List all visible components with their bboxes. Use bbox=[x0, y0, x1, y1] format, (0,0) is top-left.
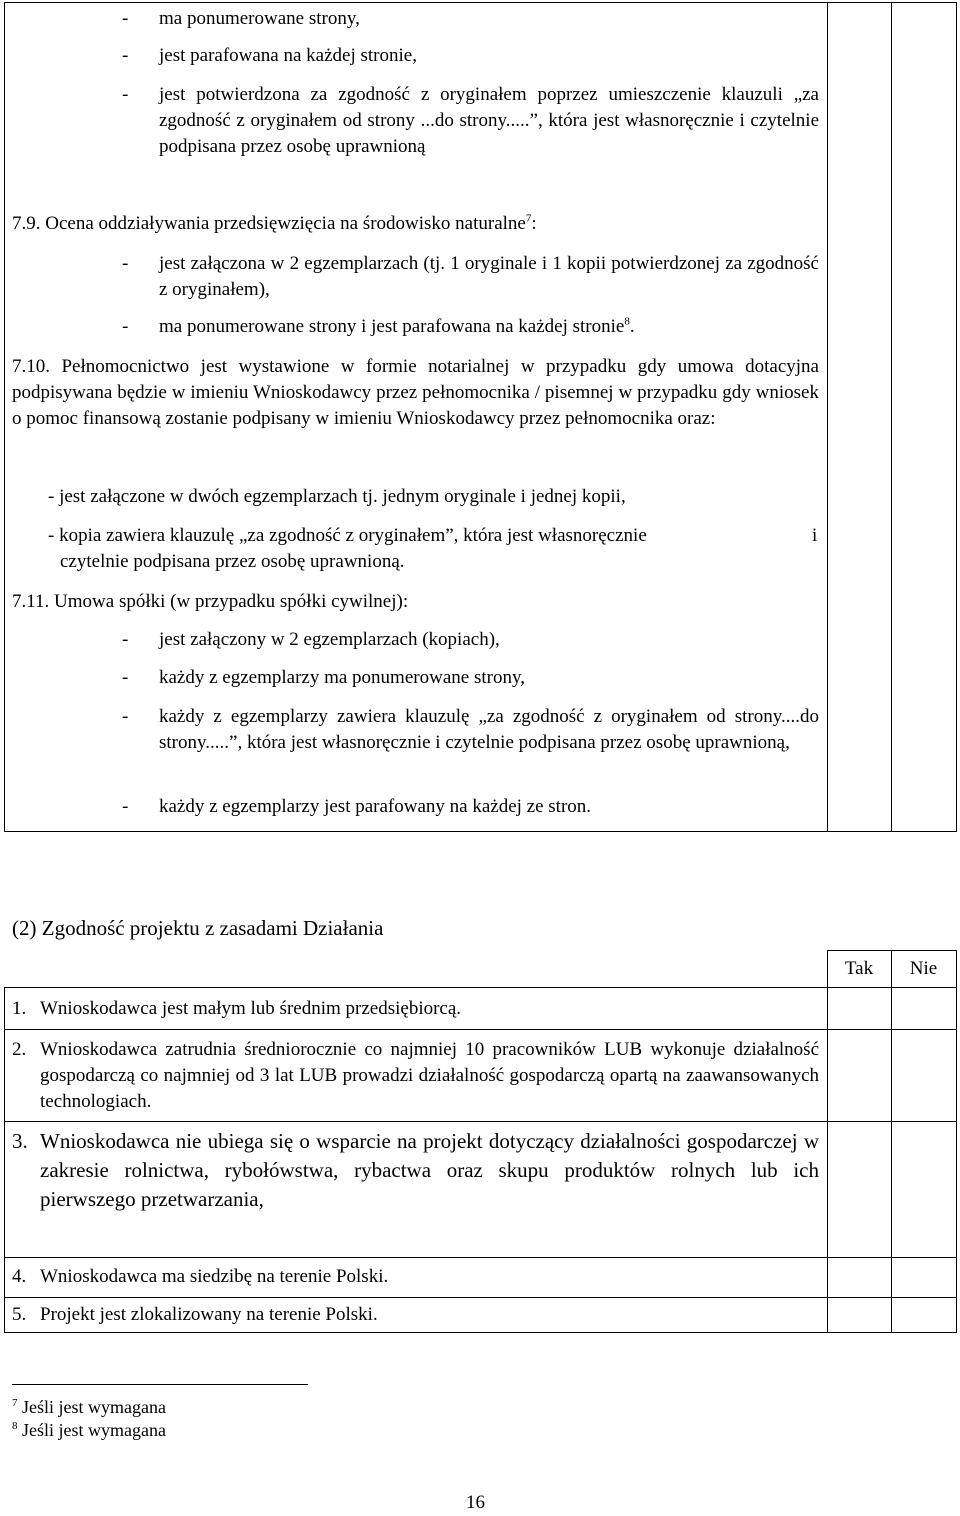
footnote: $^8$ Jeśli jest wymagana bbox=[12, 1420, 166, 1440]
table1-col-divider-1 bbox=[827, 2, 828, 832]
list-item: - jest załączona w 2 egzemplarzach (tj. 1 oryginale i 1 kopii potwierdzonej za zgodność z oryginałem), bbox=[122, 253, 819, 300]
list-item: - jest załączone w dwóch egzemplarzach tj. jednym oryginale i jednej kopii, bbox=[48, 486, 626, 507]
footnote-separator bbox=[12, 1384, 308, 1385]
table2-row-border bbox=[4, 1029, 957, 1030]
table2-col-divider-2 bbox=[891, 950, 892, 1333]
table2-col-divider-1 bbox=[827, 950, 828, 1333]
list-item: - każdy z egzemplarzy ma ponumerowane strony, bbox=[122, 667, 525, 688]
table1-top-border bbox=[4, 2, 957, 3]
table-row: 1. Wnioskodawca jest małym lub średnim przedsiębiorcą. bbox=[12, 998, 462, 1019]
table2-left-border bbox=[4, 987, 5, 1333]
column-header-tak: Tak bbox=[844, 958, 874, 979]
list-item: - jest potwierdzona za zgodność z oryginałem poprzez umieszczenie klauzuli „za zgodność z oryginałem od strony ...do strony.....”, która jest własnoręcznie i czytelnie podpisana przez osobę uprawnioną bbox=[122, 84, 819, 157]
list-item: - ma ponumerowane strony, bbox=[122, 8, 360, 29]
item-7-9-heading: 7.9. Ocena oddziaływania przedsięwzięcia na środowisko naturalne$^7$: bbox=[12, 212, 537, 234]
table2-right-border bbox=[956, 950, 957, 1333]
list-item-tail: i bbox=[812, 525, 818, 546]
table2-row-border bbox=[4, 1297, 957, 1298]
table-row: 3. Wnioskodawca nie ubiega się o wsparcie na projekt dotyczący działalności gospodarczej w zakresie rolnictwa, rybołówstwa, rybactwa oraz skupu produktów rolnych lub ich pierwszego przetwarzania, bbox=[12, 1129, 819, 1211]
footnote: $^7$ Jeśli jest wymagana bbox=[12, 1397, 166, 1417]
table2-bottom-border bbox=[4, 1332, 957, 1333]
list-item: - kopia zawiera klauzulę „za zgodność z oryginałem”, która jest własnoręcznie bbox=[48, 525, 647, 546]
table1-right-border bbox=[956, 2, 957, 832]
page-number: 16 bbox=[466, 1492, 485, 1513]
table-row: 5. Projekt jest zlokalizowany na terenie Polski. bbox=[12, 1304, 378, 1325]
table-row: 2. Wnioskodawca zatrudnia średniorocznie co najmniej 10 pracowników LUB wykonuje działalność gospodarczą co najmniej od 3 lat LUB prowadzi działalność gospodarczą opartą na zaawansowanych technologiach. bbox=[12, 1039, 819, 1112]
list-item-cont: czytelnie podpisana przez osobę uprawnioną. bbox=[60, 551, 405, 572]
table2-row-border bbox=[4, 1257, 957, 1258]
list-item: - jest parafowana na każdej stronie, bbox=[122, 45, 417, 66]
list-item: - każdy z egzemplarzy jest parafowany na każdej ze stron. bbox=[122, 796, 592, 817]
list-item: - każdy z egzemplarzy zawiera klauzulę „za zgodność z oryginałem od strony....do strony.....”, która jest własnoręcznie i czytelnie podpisana przez osobę uprawnioną, bbox=[122, 706, 819, 753]
table-row: 4. Wnioskodawca ma siedzibę na terenie Polski. bbox=[12, 1266, 389, 1287]
header-top-border bbox=[827, 950, 957, 951]
list-item: - ma ponumerowane strony i jest parafowana na każdej stronie$^8$. bbox=[122, 315, 635, 337]
list-item: - jest załączony w 2 egzemplarzach (kopiach), bbox=[122, 629, 500, 650]
table2-row-border bbox=[4, 987, 957, 988]
item-7-10-text: 7.10. Pełnomocnictwo jest wystawione w formie notarialnej w przypadku gdy umowa dotacyjna podpisywana będzie w imieniu Wnioskodawcy przez pełnomocnika / pisemnej w przypadku gdy wniosek o pomoc finansową zostanie podpisany w imieniu Wnioskodawcy przez pełnomocnika oraz: bbox=[12, 356, 819, 429]
table1-bottom-border bbox=[4, 831, 957, 832]
section-title: (2) Zgodność projektu z zasadami Działania bbox=[12, 916, 384, 940]
table1-left-border bbox=[4, 2, 5, 832]
table1-col-divider-2 bbox=[891, 2, 892, 832]
item-7-11-heading: 7.11. Umowa spółki (w przypadku spółki cywilnej): bbox=[12, 591, 409, 612]
column-header-nie: Nie bbox=[909, 958, 938, 979]
table2-row-border bbox=[4, 1121, 957, 1122]
